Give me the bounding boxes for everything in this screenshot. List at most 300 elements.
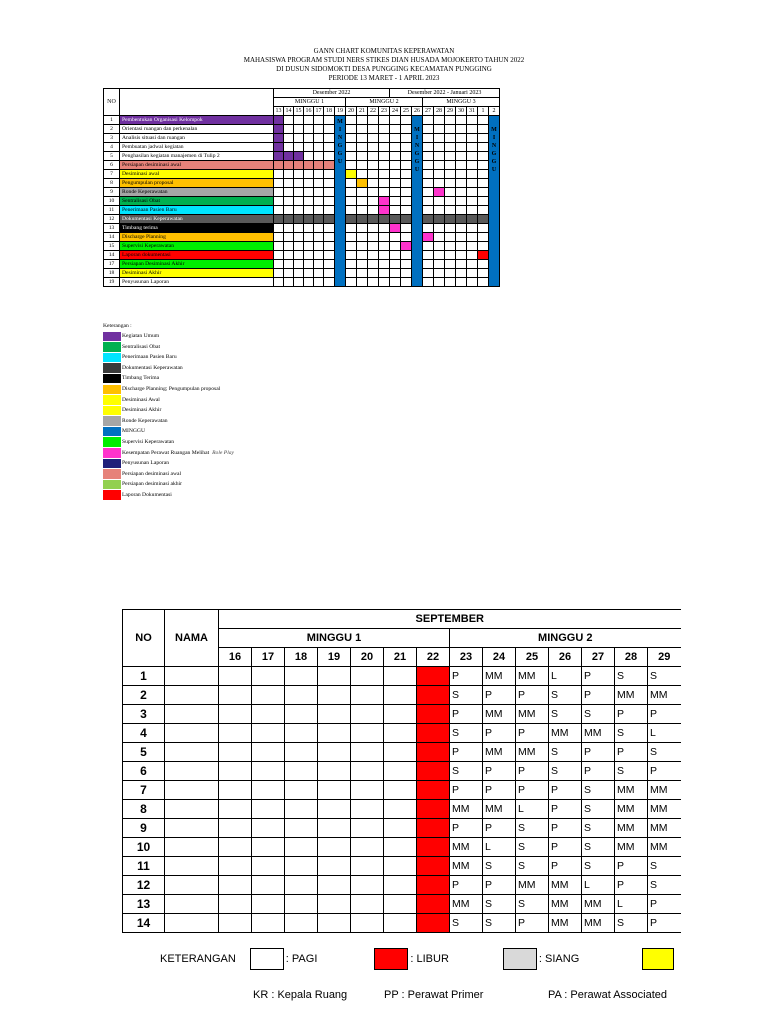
gantt-day-16: 16 xyxy=(305,107,312,114)
schedule-cell xyxy=(252,857,285,876)
gantt-cell xyxy=(379,224,390,233)
gantt-day-15: 15 xyxy=(295,107,302,114)
schedule-shift-cell: P xyxy=(483,724,516,743)
gantt-cell xyxy=(434,224,445,233)
legend-item xyxy=(103,458,234,469)
gantt-cell xyxy=(401,179,412,188)
schedule-shift-cell: P xyxy=(549,800,582,819)
schedule-shift-cell: MM xyxy=(516,743,549,762)
gantt-cell xyxy=(346,161,357,170)
gantt-cell xyxy=(294,188,304,197)
gantt-day-13: 13 xyxy=(275,107,282,114)
gantt-cell xyxy=(304,242,314,251)
legend-label: Supervisi Keperawatan xyxy=(122,438,175,445)
schedule-row-no: 8 xyxy=(123,800,165,819)
schedule-shift-cell: MM xyxy=(648,838,681,857)
gantt-cell xyxy=(346,170,357,179)
gantt-row xyxy=(104,134,500,143)
gantt-cell xyxy=(357,215,368,224)
gantt-cell xyxy=(284,197,294,206)
gantt-cell xyxy=(467,224,478,233)
schedule-day-17: 17 xyxy=(252,648,285,667)
libur-cell xyxy=(417,705,450,724)
gantt-cell xyxy=(314,116,324,125)
schedule-shift-cell: L xyxy=(483,838,516,857)
schedule-shift-cell: P xyxy=(615,857,648,876)
gantt-cell xyxy=(478,215,489,224)
gantt-cell xyxy=(423,224,434,233)
gantt-cell xyxy=(314,269,324,278)
schedule-shift-cell: MM xyxy=(648,819,681,838)
schedule-shift-cell: P xyxy=(549,838,582,857)
schedule-shift-cell: S xyxy=(582,819,615,838)
schedule-row-no: 6 xyxy=(123,762,165,781)
schedule-cell xyxy=(219,914,252,933)
schedule-cell xyxy=(219,705,252,724)
schedule-cell xyxy=(351,857,384,876)
gantt-cell xyxy=(390,251,401,260)
gantt-row xyxy=(104,242,500,251)
schedule-row xyxy=(123,876,681,895)
gantt-cell xyxy=(314,233,324,242)
gantt-cell xyxy=(324,224,335,233)
gantt-cell xyxy=(324,269,335,278)
schedule-day-25: 25 xyxy=(516,648,549,667)
gantt-cell xyxy=(401,143,412,152)
gantt-activity: Persiapan desiminasi awal xyxy=(120,161,274,170)
gantt-row-no: 6 xyxy=(104,161,120,170)
gantt-cell xyxy=(379,188,390,197)
gantt-cell xyxy=(401,260,412,269)
gantt-cell xyxy=(274,269,284,278)
schedule-day-22: 22 xyxy=(417,648,450,667)
gantt-cell xyxy=(346,179,357,188)
gantt-activity: Laporan dokumentasi xyxy=(120,251,274,260)
schedule-shift-cell: S xyxy=(450,686,483,705)
schedule-row-no: 1 xyxy=(123,667,165,686)
gantt-minggu-column: M I N G G U xyxy=(335,116,346,287)
gantt-day-17: 17 xyxy=(315,107,322,114)
legend-swatch xyxy=(103,437,121,447)
gantt-cell xyxy=(274,197,284,206)
legend-swatch xyxy=(103,385,121,395)
gantt-activity: Persiapan Desiminasi Akhir xyxy=(120,260,274,269)
gantt-no-header: NO xyxy=(104,89,120,116)
gantt-day-30: 30 xyxy=(456,107,467,116)
legend-label: Timbang Terima xyxy=(122,375,160,382)
gantt-row-no: 4 xyxy=(104,143,120,152)
schedule-shift-cell: MM xyxy=(615,686,648,705)
gantt-cell xyxy=(467,152,478,161)
libur-cell xyxy=(417,819,450,838)
legend-label: Persiapan desiminasi awal xyxy=(122,470,182,477)
schedule-cell xyxy=(219,876,252,895)
schedule-cell xyxy=(219,895,252,914)
gantt-cell xyxy=(456,152,467,161)
gantt-cell xyxy=(467,269,478,278)
gantt-cell xyxy=(357,170,368,179)
schedule-shift-cell: P xyxy=(450,743,483,762)
gantt-cell xyxy=(284,116,294,125)
gantt-cell xyxy=(314,134,324,143)
pagi-swatch xyxy=(250,948,284,970)
schedule-row-no: 11 xyxy=(123,857,165,876)
gantt-day-23: 23 xyxy=(379,107,390,116)
gantt-activity: Timbang terima xyxy=(120,224,274,233)
schedule-cell xyxy=(351,876,384,895)
schedule-shift-cell: L xyxy=(516,800,549,819)
schedule-row-nama xyxy=(165,838,219,857)
gantt-cell xyxy=(390,278,401,287)
gantt-cell xyxy=(434,161,445,170)
gantt-row-no: 7 xyxy=(104,170,120,179)
gantt-day-1: 1 xyxy=(478,107,489,116)
schedule-day-23: 23 xyxy=(450,648,483,667)
gantt-cell xyxy=(445,188,456,197)
schedule-shift-cell: P xyxy=(483,762,516,781)
legend-label: Discharge Planning; Pengumpulan proposal xyxy=(122,385,221,392)
schedule-cell xyxy=(219,838,252,857)
gantt-cell xyxy=(379,269,390,278)
gantt-cell xyxy=(445,224,456,233)
schedule-shift-cell: S xyxy=(648,743,681,762)
gantt-cell xyxy=(368,125,379,134)
libur-label: : LIBUR xyxy=(410,953,449,965)
legend-label: Kegiatan Umum xyxy=(122,333,160,339)
legend-swatch xyxy=(103,353,121,363)
gantt-row xyxy=(104,161,500,170)
gantt-cell xyxy=(434,215,445,224)
gantt-table xyxy=(103,88,500,287)
gantt-cell xyxy=(368,233,379,242)
gantt-cell xyxy=(401,206,412,215)
gantt-cell xyxy=(294,242,304,251)
gantt-cell xyxy=(423,242,434,251)
schedule-row-nama xyxy=(165,914,219,933)
gantt-day-28: 28 xyxy=(434,107,445,116)
gantt-cell xyxy=(445,170,456,179)
gantt-cell xyxy=(368,134,379,143)
legend-item xyxy=(103,384,234,395)
gantt-cell xyxy=(434,125,445,134)
gantt-cell xyxy=(445,134,456,143)
schedule-row xyxy=(123,762,681,781)
gantt-cell xyxy=(324,242,335,251)
gantt-cell xyxy=(423,188,434,197)
gantt-cell xyxy=(379,206,390,215)
gantt-cell xyxy=(284,179,294,188)
gantt-cell xyxy=(357,125,368,134)
gantt-cell xyxy=(478,152,489,161)
gantt-cell xyxy=(467,206,478,215)
libur-swatch xyxy=(374,948,408,970)
schedule-cell xyxy=(318,724,351,743)
schedule-shift-cell: P xyxy=(648,895,681,914)
legend-label: MINGGU xyxy=(122,428,145,435)
legend-label: Kesempatan Perawat Ruangan Melihat xyxy=(122,449,210,456)
shift-legend xyxy=(160,948,676,970)
gantt-cell xyxy=(467,215,478,224)
gantt-row-no: 17 xyxy=(104,260,120,269)
gantt-cell xyxy=(467,242,478,251)
gantt-cell xyxy=(274,242,284,251)
gantt-cell xyxy=(423,134,434,143)
schedule-cell xyxy=(219,686,252,705)
gantt-cell xyxy=(284,143,294,152)
gantt-cell xyxy=(379,242,390,251)
gantt-cell xyxy=(478,125,489,134)
gantt-cell xyxy=(346,215,357,224)
gantt-cell xyxy=(274,143,284,152)
schedule-cell xyxy=(318,914,351,933)
gantt-cell xyxy=(314,251,324,260)
schedule-shift-cell: MM xyxy=(648,781,681,800)
schedule-shift-cell: P xyxy=(483,781,516,800)
gantt-cell xyxy=(390,170,401,179)
libur-cell xyxy=(417,876,450,895)
gantt-activity: Dokumentasi Keperawatan xyxy=(120,215,274,224)
gantt-cell xyxy=(274,116,284,125)
gantt-cell xyxy=(423,206,434,215)
gantt-cell xyxy=(445,179,456,188)
gantt-cell xyxy=(401,251,412,260)
gantt-cell xyxy=(423,152,434,161)
schedule-shift-cell: P xyxy=(450,667,483,686)
schedule-cell xyxy=(351,914,384,933)
gantt-cell xyxy=(401,161,412,170)
gantt-cell xyxy=(390,134,401,143)
gantt-cell xyxy=(314,197,324,206)
gantt-cell xyxy=(478,206,489,215)
legend-swatch xyxy=(103,332,121,342)
schedule-cell xyxy=(219,743,252,762)
schedule-shift-cell: S xyxy=(648,667,681,686)
legend-swatch xyxy=(103,416,121,426)
gantt-cell xyxy=(456,269,467,278)
gantt-cell xyxy=(401,116,412,125)
gantt-row xyxy=(104,143,500,152)
gantt-cell xyxy=(346,143,357,152)
gantt-title: GANN CHART KOMUNITAS KEPERAWATAN xyxy=(313,47,455,55)
gantt-cell xyxy=(368,170,379,179)
gantt-cell xyxy=(314,242,324,251)
yellow-swatch xyxy=(642,948,674,970)
schedule-cell xyxy=(252,667,285,686)
gantt-cell xyxy=(294,278,304,287)
gantt-cell xyxy=(445,152,456,161)
gantt-cell xyxy=(456,215,467,224)
gantt-day-27: 27 xyxy=(423,107,434,116)
schedule-shift-cell: S xyxy=(582,838,615,857)
gantt-cell xyxy=(467,134,478,143)
schedule-day-21: 21 xyxy=(384,648,417,667)
gantt-cell xyxy=(434,134,445,143)
gantt-cell xyxy=(294,143,304,152)
schedule-shift-cell: S xyxy=(582,857,615,876)
gantt-cell xyxy=(304,179,314,188)
schedule-row-no: 9 xyxy=(123,819,165,838)
schedule-cell xyxy=(384,838,417,857)
schedule-shift-cell: MM xyxy=(615,781,648,800)
schedule-cell xyxy=(252,914,285,933)
gantt-cell xyxy=(379,161,390,170)
gantt-cell xyxy=(324,197,335,206)
schedule-no-header: NO xyxy=(123,610,165,667)
gantt-cell xyxy=(467,260,478,269)
schedule-cell xyxy=(351,743,384,762)
schedule-day-27: 27 xyxy=(582,648,615,667)
gantt-cell xyxy=(294,269,304,278)
gantt-activity: Penyusunan Laporan xyxy=(120,278,274,287)
schedule-cell xyxy=(318,857,351,876)
gantt-cell xyxy=(294,161,304,170)
gantt-row-no: 3 xyxy=(104,134,120,143)
gantt-cell xyxy=(304,260,314,269)
gantt-cell xyxy=(379,233,390,242)
schedule-shift-cell: S xyxy=(549,762,582,781)
gantt-cell xyxy=(304,278,314,287)
schedule-row-nama xyxy=(165,762,219,781)
schedule-shift-cell: MM xyxy=(516,705,549,724)
gantt-cell xyxy=(294,251,304,260)
schedule-cell xyxy=(351,819,384,838)
gantt-cell xyxy=(357,278,368,287)
gantt-cell xyxy=(284,233,294,242)
schedule-shift-cell: P xyxy=(450,781,483,800)
legend-item xyxy=(103,352,234,363)
schedule-shift-cell: S xyxy=(615,914,648,933)
gantt-row xyxy=(104,170,500,179)
schedule-row-nama xyxy=(165,857,219,876)
gantt-cell xyxy=(478,251,489,260)
schedule-row-nama xyxy=(165,781,219,800)
schedule-cell xyxy=(252,781,285,800)
gantt-cell xyxy=(390,215,401,224)
gantt-row xyxy=(104,152,500,161)
schedule-row-no: 2 xyxy=(123,686,165,705)
gantt-cell xyxy=(434,170,445,179)
schedule-cell xyxy=(285,838,318,857)
gantt-cell xyxy=(357,143,368,152)
schedule-cell xyxy=(318,838,351,857)
schedule-cell xyxy=(252,895,285,914)
schedule-shift-cell: P xyxy=(483,686,516,705)
gantt-cell xyxy=(445,260,456,269)
legend-swatch xyxy=(103,395,121,405)
schedule-cell xyxy=(219,800,252,819)
gantt-cell xyxy=(368,278,379,287)
schedule-row xyxy=(123,724,681,743)
legend-label: Penyusunan Laporan xyxy=(122,460,170,467)
gantt-cell xyxy=(368,260,379,269)
gantt-cell xyxy=(284,188,294,197)
gantt-cell xyxy=(456,206,467,215)
schedule-cell xyxy=(384,781,417,800)
gantt-cell xyxy=(434,242,445,251)
schedule-shift-cell: P xyxy=(615,876,648,895)
legend-swatch xyxy=(103,459,121,469)
gantt-cell xyxy=(274,125,284,134)
gantt-cell xyxy=(434,206,445,215)
gantt-cell xyxy=(324,179,335,188)
schedule-shift-cell: S xyxy=(516,838,549,857)
legend-item xyxy=(103,373,234,384)
schedule-cell xyxy=(285,857,318,876)
gantt-cell xyxy=(304,224,314,233)
schedule-cell xyxy=(285,705,318,724)
gantt-cell xyxy=(379,215,390,224)
gantt-cell xyxy=(456,197,467,206)
gantt-cell xyxy=(284,206,294,215)
gantt-cell xyxy=(401,242,412,251)
legend-swatch xyxy=(103,480,121,490)
schedule-cell xyxy=(252,686,285,705)
gantt-cell xyxy=(284,134,294,143)
libur-cell xyxy=(417,857,450,876)
gantt-cell xyxy=(294,134,304,143)
gantt-cell xyxy=(346,152,357,161)
gantt-cell xyxy=(445,161,456,170)
schedule-cell xyxy=(285,895,318,914)
gantt-cell xyxy=(294,125,304,134)
schedule-cell xyxy=(285,762,318,781)
legend-swatch xyxy=(103,363,121,373)
gantt-cell xyxy=(346,242,357,251)
legend-label: Desiminasi Akhir xyxy=(122,407,162,414)
schedule-row-nama xyxy=(165,667,219,686)
gantt-cell xyxy=(324,143,335,152)
schedule-shift-cell: P xyxy=(516,781,549,800)
gantt-cell xyxy=(478,224,489,233)
gantt-cell xyxy=(478,242,489,251)
gantt-row xyxy=(104,251,500,260)
gantt-cell xyxy=(294,170,304,179)
gantt-cell xyxy=(357,197,368,206)
gantt-cell xyxy=(274,215,284,224)
gantt-cell xyxy=(434,233,445,242)
schedule-shift-cell: P xyxy=(549,819,582,838)
gantt-cell xyxy=(434,143,445,152)
libur-cell xyxy=(417,895,450,914)
gantt-cell xyxy=(423,251,434,260)
gantt-cell xyxy=(445,215,456,224)
gantt-cell xyxy=(478,134,489,143)
gantt-cell xyxy=(456,188,467,197)
schedule-shift-cell: P xyxy=(450,819,483,838)
schedule-shift-cell: P xyxy=(450,705,483,724)
pagi-label: : PAGI xyxy=(285,953,318,965)
gantt-cell xyxy=(478,260,489,269)
gantt-minggu-column: M I N G G U xyxy=(489,116,500,287)
gantt-cell xyxy=(390,116,401,125)
gantt-cell xyxy=(456,260,467,269)
schedule-row-no: 7 xyxy=(123,781,165,800)
schedule-cell xyxy=(384,895,417,914)
schedule-shift-cell: S xyxy=(516,857,549,876)
gantt-cell xyxy=(294,233,304,242)
schedule-cell xyxy=(384,762,417,781)
schedule-shift-cell: P xyxy=(582,686,615,705)
siang-label: : SIANG xyxy=(538,953,580,965)
schedule-shift-cell: P xyxy=(450,876,483,895)
gantt-cell xyxy=(357,116,368,125)
schedule-row-nama xyxy=(165,895,219,914)
schedule-cell xyxy=(318,686,351,705)
schedule-row xyxy=(123,857,681,876)
gantt-cell xyxy=(368,197,379,206)
gantt-cell xyxy=(467,278,478,287)
gantt-cell xyxy=(434,179,445,188)
